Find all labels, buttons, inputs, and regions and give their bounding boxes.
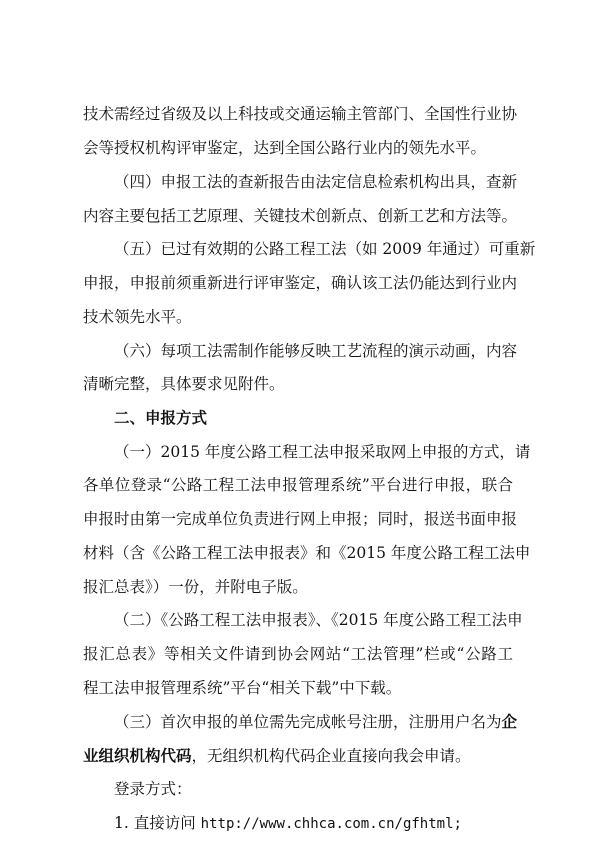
body-text-line: 清晰完整，具体要求见附件。 xyxy=(83,375,285,393)
body-text-line: 会等授权机构评审鉴定，达到全国公路行业内的领先水平。 xyxy=(83,139,487,157)
body-text-line: 技术需经过省级及以上科技或交通运输主管部门、全国性行业协 xyxy=(83,105,518,123)
body-text-line xyxy=(83,746,513,766)
section-heading: 二、申报方式 xyxy=(114,409,208,427)
body-text-line: 各单位登录“公路工程工法申报管理系统”平台进行申报，联合 xyxy=(83,476,513,494)
body-text-line xyxy=(114,813,513,834)
body-text-line: （五）已过有效期的公路工程工法（如 2009 年通过）可重新 xyxy=(114,240,536,258)
body-text-line: （四）申报工法的查新报告由法定信息检索机构出具，查新 xyxy=(114,173,518,191)
body-text: （三）首次申报的单位需先完成帐号注册，注册用户名为 xyxy=(114,713,502,731)
body-text: 1. 直接访问 xyxy=(114,814,201,832)
body-text-line: 材料（含《公路工程工法申报表》和《2015 年度公路工程工法申 xyxy=(83,544,531,562)
body-text-line: 报汇总表》）一份，并附电子版。 xyxy=(83,578,308,596)
body-text-line: （六）每项工法需制作能够反映工艺流程的演示动画，内容 xyxy=(114,342,518,360)
body-text-line: 内容主要包括工艺原理、关键技术创新点、创新工艺和方法等。 xyxy=(83,207,518,225)
body-text-line: 技术领先水平。 xyxy=(83,308,192,326)
body-text-line: 申报，申报前须重新进行评审鉴定，确认该工法仍能达到行业内 xyxy=(83,274,518,292)
body-text: ，无组织机构代码企业直接向我会申请。 xyxy=(191,747,471,765)
body-text-line: （一）2015 年度公路工程工法申报采取网上申报的方式，请 xyxy=(114,443,531,461)
body-text-line: 程工法申报管理系统”平台“相关下载”中下载。 xyxy=(83,679,402,697)
body-text-line: 报汇总表》等相关文件请到协会网站“工法管理”栏或“公路工 xyxy=(83,645,513,663)
emphasis-text: 业组织机构代码 xyxy=(83,747,192,765)
body-text-line xyxy=(114,712,518,732)
emphasis-text: 企 xyxy=(501,713,518,731)
body-text-line: 登录方式： xyxy=(114,780,192,798)
body-text-line: 申报时由第一完成单位负责进行网上申报；同时，报送书面申报 xyxy=(83,510,518,528)
url-link[interactable]: http://www.chhca.com.cn/gfhtml; xyxy=(200,816,462,832)
body-text-line: （二）《公路工程工法申报表》、《2015 年度公路工程工法申 xyxy=(114,611,523,629)
